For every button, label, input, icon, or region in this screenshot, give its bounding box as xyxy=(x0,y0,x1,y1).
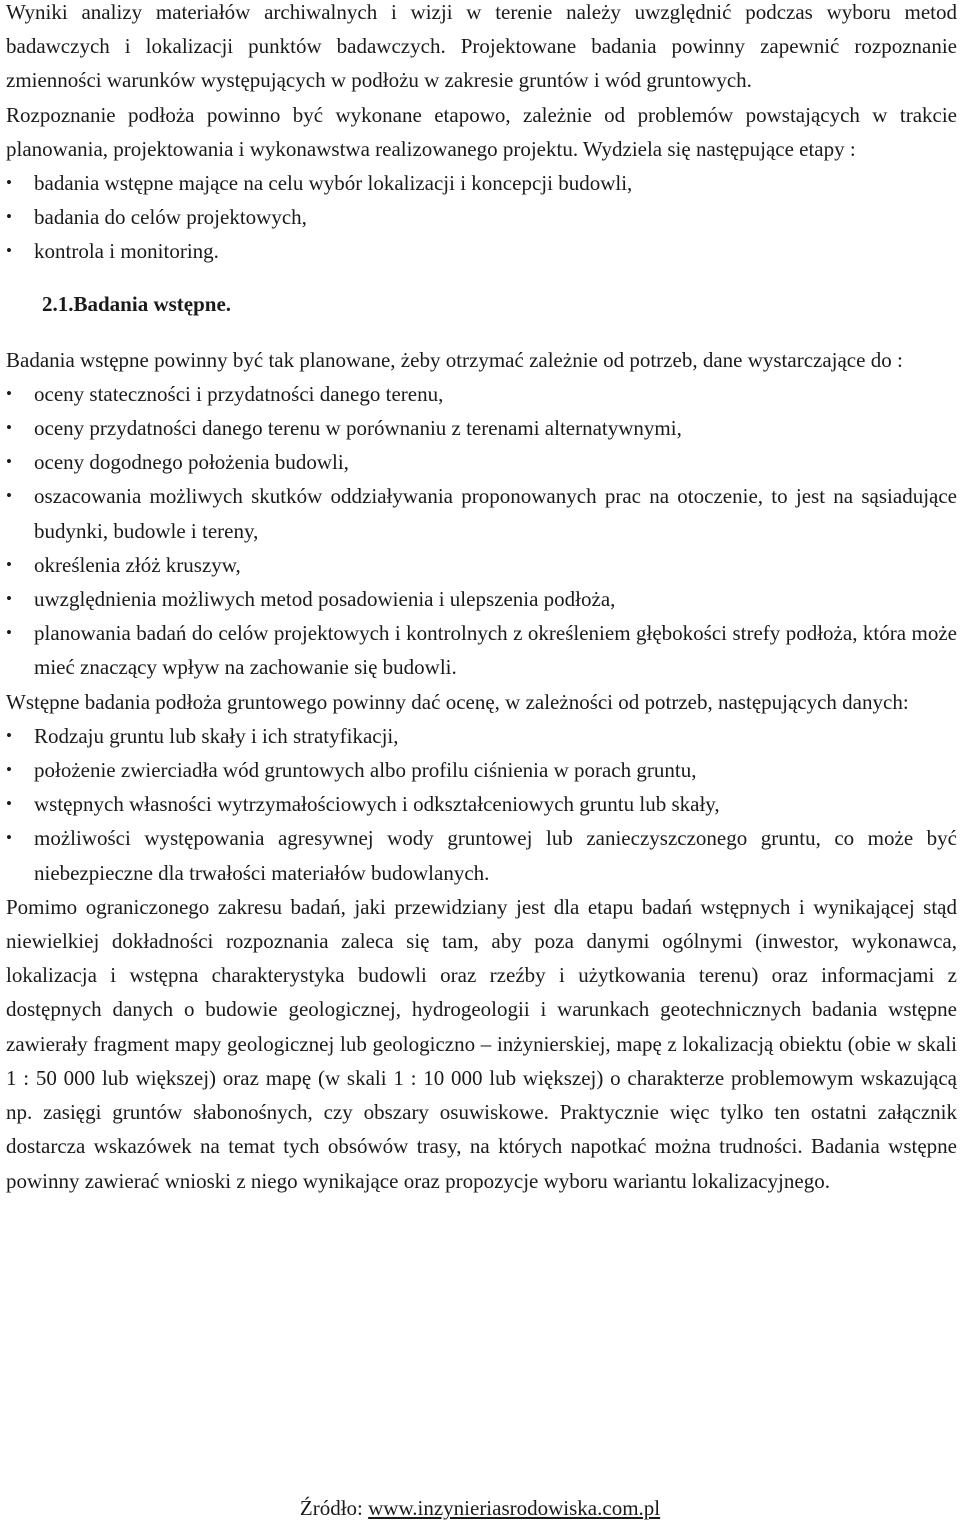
bullet-icon: • xyxy=(6,241,12,261)
list-item: • oszacowania możliwych skutków oddziaływania proponowanych prac na otoczenie, to jest na sąsiadujące budynki, budowle i tereny, xyxy=(6,479,957,547)
list-item: • wstępnych własności wytrzymałościowych i odkształceniowych gruntu lub skały, xyxy=(6,787,957,821)
bullet-icon: • xyxy=(6,725,12,745)
list-item: • kontrola i monitoring. xyxy=(6,234,957,268)
list-item: • badania wstępne mające na celu wybór lokalizacji i koncepcji budowli, xyxy=(6,166,957,200)
stages-list xyxy=(6,166,957,269)
bullet-icon: • xyxy=(6,828,12,848)
list-item: • oceny dogodnego położenia budowli, xyxy=(6,445,957,479)
source-footer xyxy=(0,1493,960,1523)
list-item: • badania do celów projektowych, xyxy=(6,200,957,234)
bullet-icon: • xyxy=(6,173,12,193)
intro-paragraph: Wyniki analizy materiałów archiwalnych i wizji w terenie należy uwzględnić podczas wyboru metod badawczych i lokalizacji punktów badawczych. Projektowane badania powinny zapewnić rozpoznanie zmienności warunków występujących w podłożu w zakresie gruntów i wód gruntowych. xyxy=(6,0,957,93)
list-item: • oceny stateczności i przydatności danego terenu, xyxy=(6,377,957,411)
footer-label: Źródło: xyxy=(299,1496,369,1520)
section-heading: 2.1.Badania wstępne. xyxy=(42,291,232,316)
bullet-icon: • xyxy=(6,207,12,227)
bullet-icon: • xyxy=(6,794,12,814)
ground-list xyxy=(6,719,957,890)
bullet-icon: • xyxy=(6,486,12,506)
bullet-icon: • xyxy=(6,589,12,609)
list-item: • określenia złóż kruszyw, xyxy=(6,548,957,582)
bullet-icon: • xyxy=(6,554,12,574)
bullet-icon: • xyxy=(6,452,12,472)
bullet-icon: • xyxy=(6,760,12,780)
list-item: • uwzględnienia możliwych metod posadowienia i ulepszenia podłoża, xyxy=(6,582,957,616)
list-item: • położenie zwierciadła wód gruntowych albo profilu ciśnienia w porach gruntu, xyxy=(6,753,957,787)
stages-paragraph: Rozpoznanie podłoża powinno być wykonane etapowo, zależnie od problemów powstających w trakcie planowania, projektowania i wykonawstwa realizowanego projektu. Wydziela się następujące etapy : xyxy=(6,102,957,161)
closing-paragraph: Pomimo ograniczonego zakresu badań, jaki przewidziany jest dla etapu badań wstępnych i wynikającej stąd niewielkiej dokładności rozpoznania zaleca się tam, aby poza danymi ogólnymi (inwestor, wykonawca, lokalizacja i wstępna charakterystyka budowli oraz rzeźby i użytkowania terenu) oraz informacjami z dostępnych danych o budowie geologicznej, hydrogeologii i warunkach geotechnicznych badania wstępne zawierały fragment mapy geologicznej lub geologiczno – inżynierskiej, mapę z lokalizacją obiektu (obie w skali 1 : 50 000 lub większej) oraz mapę (w skali 1 : 10 000 lub większej) o charakterze problemowym wskazującą np. zasięgi gruntów słabonośnych, czy obszary osuwiskowe. Praktycznie więc tylko ten ostatni załącznik dostarcza wskazówek na temat tych obsówów trasy, na których napotkać można trudności. Badania wstępne powinny zawierać wnioski z niego wynikające oraz propozycje wyboru wariantu lokalizacyjnego. xyxy=(6,894,957,1193)
list-item: • możliwości występowania agresywnej wody gruntowej lub zanieczyszczonego gruntu, co może być niebezpieczne dla trwałości materiałów budowlanych. xyxy=(6,821,957,889)
source-link[interactable]: www.inzynieriasrodowiska.com.pl xyxy=(368,1496,661,1520)
list-item: • Rodzaju gruntu lub skały i ich stratyfikacji, xyxy=(6,719,957,753)
ground-intro: Wstępne badania podłoża gruntowego powinny dać ocenę, w zależności od potrzeb, następujących danych: xyxy=(6,689,909,714)
preliminary-list xyxy=(6,377,957,685)
bullet-icon: • xyxy=(6,383,12,403)
list-item: • planowania badań do celów projektowych i kontrolnych z określeniem głębokości strefy podłoża, która może mieć znaczący wpływ na zachowanie się budowli. xyxy=(6,616,957,684)
preliminary-intro: Badania wstępne powinny być tak planowane, żeby otrzymać zależnie od potrzeb, dane wystarczające do : xyxy=(6,347,903,372)
bullet-icon: • xyxy=(6,418,12,438)
document-page xyxy=(6,0,957,1198)
bullet-icon: • xyxy=(6,623,12,643)
list-item: • oceny przydatności danego terenu w porównaniu z terenami alternatywnymi, xyxy=(6,411,957,445)
